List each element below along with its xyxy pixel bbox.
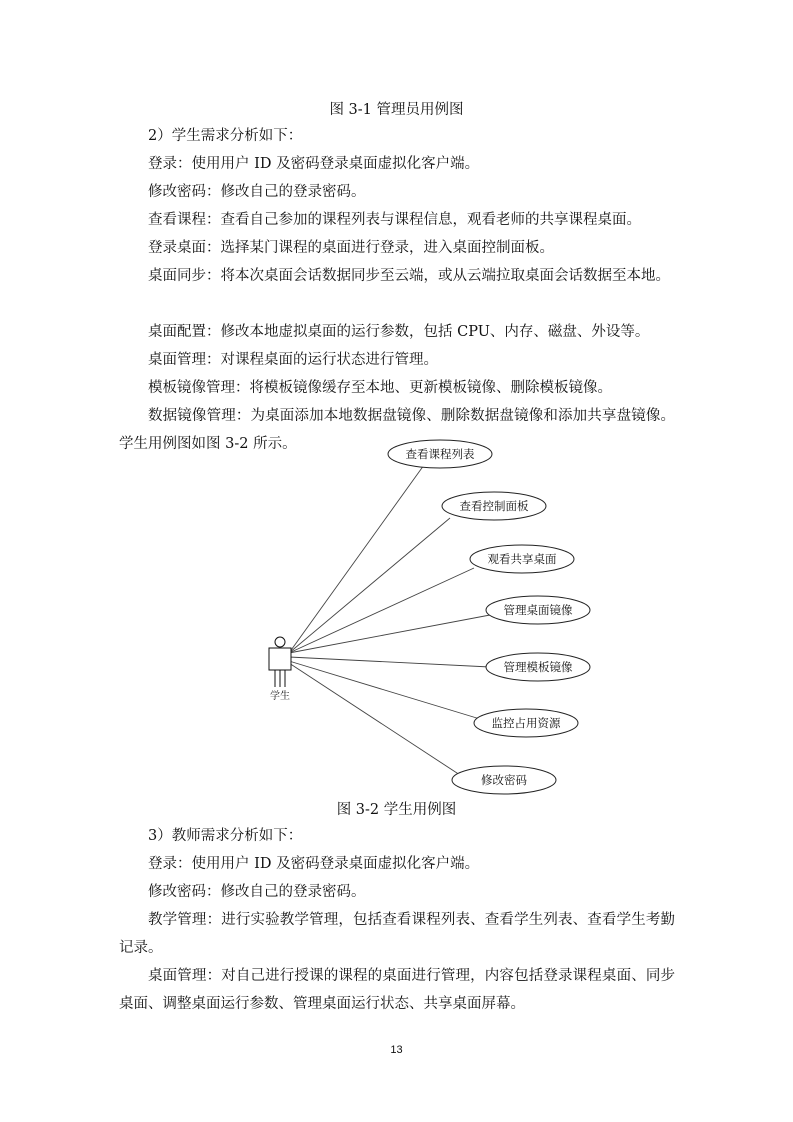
- use-case-change-password: 修改密码: [481, 773, 527, 787]
- actor-head: [275, 637, 285, 647]
- student-item-desktop-sync: 桌面同步：将本次桌面会话数据同步至云端，或从云端拉取桌面会话数据至本地。: [148, 268, 670, 284]
- use-case-view-course-list: 查看课程列表: [405, 447, 475, 461]
- figure-3-2-caption: 图 3-2 学生用例图: [336, 802, 457, 818]
- association-line: [289, 657, 490, 667]
- use-case-manage-desktop-image: 管理桌面镜像: [503, 603, 573, 617]
- teacher-section-heading: 3）教师需求分析如下：: [148, 828, 303, 844]
- student-item-login-desktop: 登录桌面：选择某门课程的桌面进行登录，进入桌面控制面板。: [148, 240, 554, 256]
- actor-label: 学生: [270, 691, 290, 702]
- actor-student: [269, 637, 291, 687]
- student-item-login: 登录：使用用户 ID 及密码登录桌面虚拟化客户端。: [148, 156, 480, 172]
- student-section-heading: 2）学生需求分析如下：: [148, 128, 303, 144]
- student-item-desktop-manage: 桌面管理：对课程桌面的运行状态进行管理。: [148, 352, 438, 368]
- student-item-view-course: 查看课程：查看自己参加的课程列表与课程信息，观看老师的共享课程桌面。: [148, 212, 641, 228]
- use-case-manage-template-image: 管理模板镜像: [503, 660, 573, 674]
- page-number: 13: [390, 1044, 403, 1056]
- student-item-template-image: 模板镜像管理：将模板镜像缓存至本地、更新模板镜像、删除模板镜像。: [148, 380, 612, 396]
- teacher-item-change-password: 修改密码：修改自己的登录密码。: [148, 884, 366, 900]
- use-case-monitor-resources: 监控占用资源: [491, 716, 561, 730]
- association-line: [289, 615, 490, 653]
- association-line: [289, 663, 460, 775]
- association-line: [289, 568, 474, 653]
- figure-3-1-caption: 图 3-1 管理员用例图: [329, 102, 464, 118]
- student-item-desktop-config: 桌面配置：修改本地虚拟桌面的运行参数，包括 CPU、内存、磁盘、外设等。: [148, 324, 650, 340]
- association-line: [289, 661, 480, 719]
- student-item-change-password: 修改密码：修改自己的登录密码。: [148, 184, 366, 200]
- actor-body: [269, 648, 291, 670]
- use-case-view-control-panel: 查看控制面板: [459, 499, 529, 513]
- teacher-item-login: 登录：使用用户 ID 及密码登录桌面虚拟化客户端。: [148, 856, 480, 872]
- teacher-item-teaching-manage: 教学管理：进行实验教学管理，包括查看课程列表、查看学生列表、查看学生考勤记录。: [119, 912, 675, 956]
- student-item-data-image: 数据镜像管理：为桌面添加本地数据盘镜像、删除数据盘镜像和添加共享盘镜像。学生用例图如图 3-2 所示。: [119, 408, 675, 452]
- teacher-item-desktop-manage: 桌面管理：对自己进行授课的课程的桌面进行管理，内容包括登录课程桌面、同步桌面、调整桌面运行参数、管理桌面运行状态、共享桌面屏幕。: [119, 968, 675, 1012]
- use-case-watch-shared-desktop: 观看共享桌面: [487, 552, 557, 566]
- association-line: [289, 518, 450, 653]
- student-use-case-diagram: [258, 435, 598, 803]
- association-line: [289, 465, 424, 653]
